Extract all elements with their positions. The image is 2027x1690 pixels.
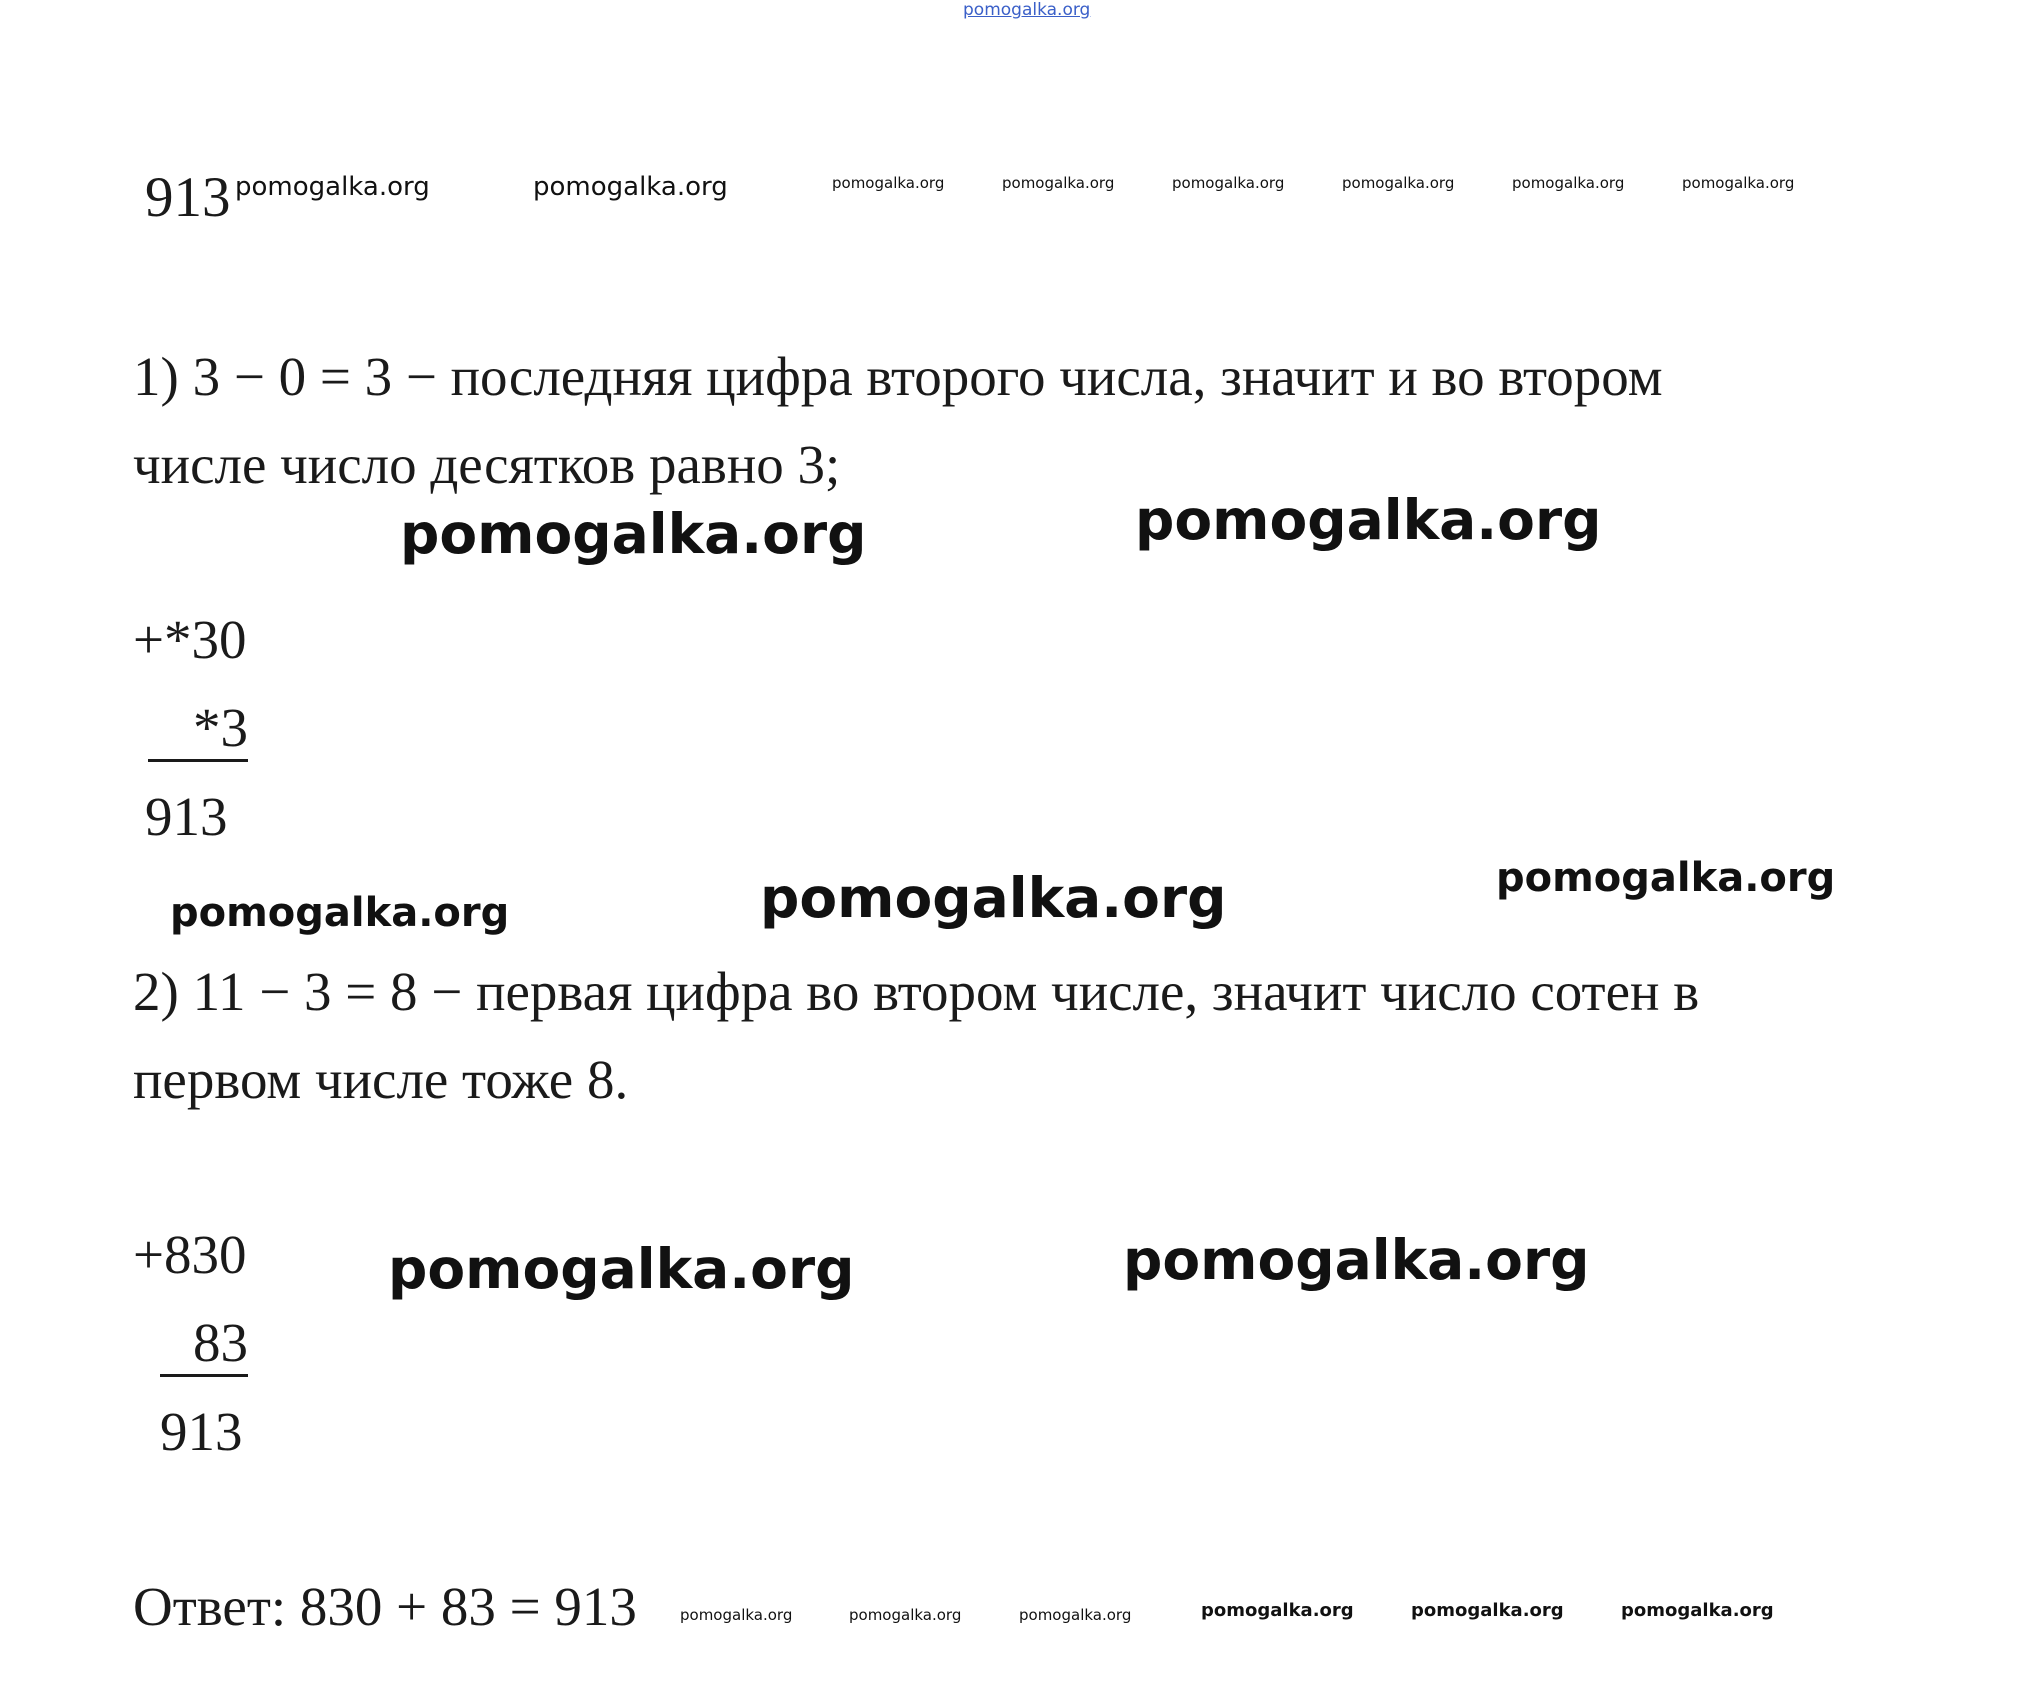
answer-line: Ответ: 830 + 83 = 913 <box>133 1576 637 1637</box>
watermark-text: pomogalka.org <box>760 866 1227 930</box>
watermark-text: pomogalka.org <box>1123 1228 1590 1292</box>
top-watermark-link[interactable]: pomogalka.org <box>963 0 1091 20</box>
watermark-text: pomogalka.org <box>388 1237 855 1301</box>
watermark-text: pomogalka.org <box>235 172 430 202</box>
watermark-text: pomogalka.org <box>1201 1600 1354 1621</box>
step2-line1: 2) 11 − 3 = 8 − первая цифра во втором числе, значит число сотен в <box>133 961 1700 1022</box>
watermark-text: pomogalka.org <box>1512 174 1625 192</box>
calc2-bottom: 83 <box>160 1315 248 1377</box>
calc1-result: 913 <box>145 786 228 847</box>
watermark-text: pomogalka.org <box>680 1606 793 1624</box>
calc2-result: 913 <box>160 1401 243 1462</box>
watermark-text: pomogalka.org <box>1172 174 1285 192</box>
watermark-text: pomogalka.org <box>1019 1606 1132 1624</box>
calc2-top: +830 <box>133 1224 247 1285</box>
watermark-text: pomogalka.org <box>1135 488 1602 552</box>
watermark-text: pomogalka.org <box>1621 1600 1774 1621</box>
watermark-text: pomogalka.org <box>849 1606 962 1624</box>
watermark-text: pomogalka.org <box>1411 1600 1564 1621</box>
step1-line1: 1) 3 − 0 = 3 − последняя цифра второго числа, значит и во втором <box>133 346 1663 407</box>
watermark-text: pomogalka.org <box>1002 174 1115 192</box>
watermark-text: pomogalka.org <box>1682 174 1795 192</box>
watermark-text: pomogalka.org <box>170 890 510 936</box>
calc1-bottom: *3 <box>148 700 248 762</box>
step2-line2: первом числе тоже 8. <box>133 1049 629 1110</box>
watermark-text: pomogalka.org <box>832 174 945 192</box>
watermark-text: pomogalka.org <box>533 172 728 202</box>
step1-line2: числе число десятков равно 3; <box>133 434 841 495</box>
calc1-top: +*30 <box>133 609 247 670</box>
watermark-text: pomogalka.org <box>1342 174 1455 192</box>
watermark-text: pomogalka.org <box>400 502 867 566</box>
header-number: 913 <box>145 166 231 229</box>
watermark-text: pomogalka.org <box>1496 855 1836 901</box>
